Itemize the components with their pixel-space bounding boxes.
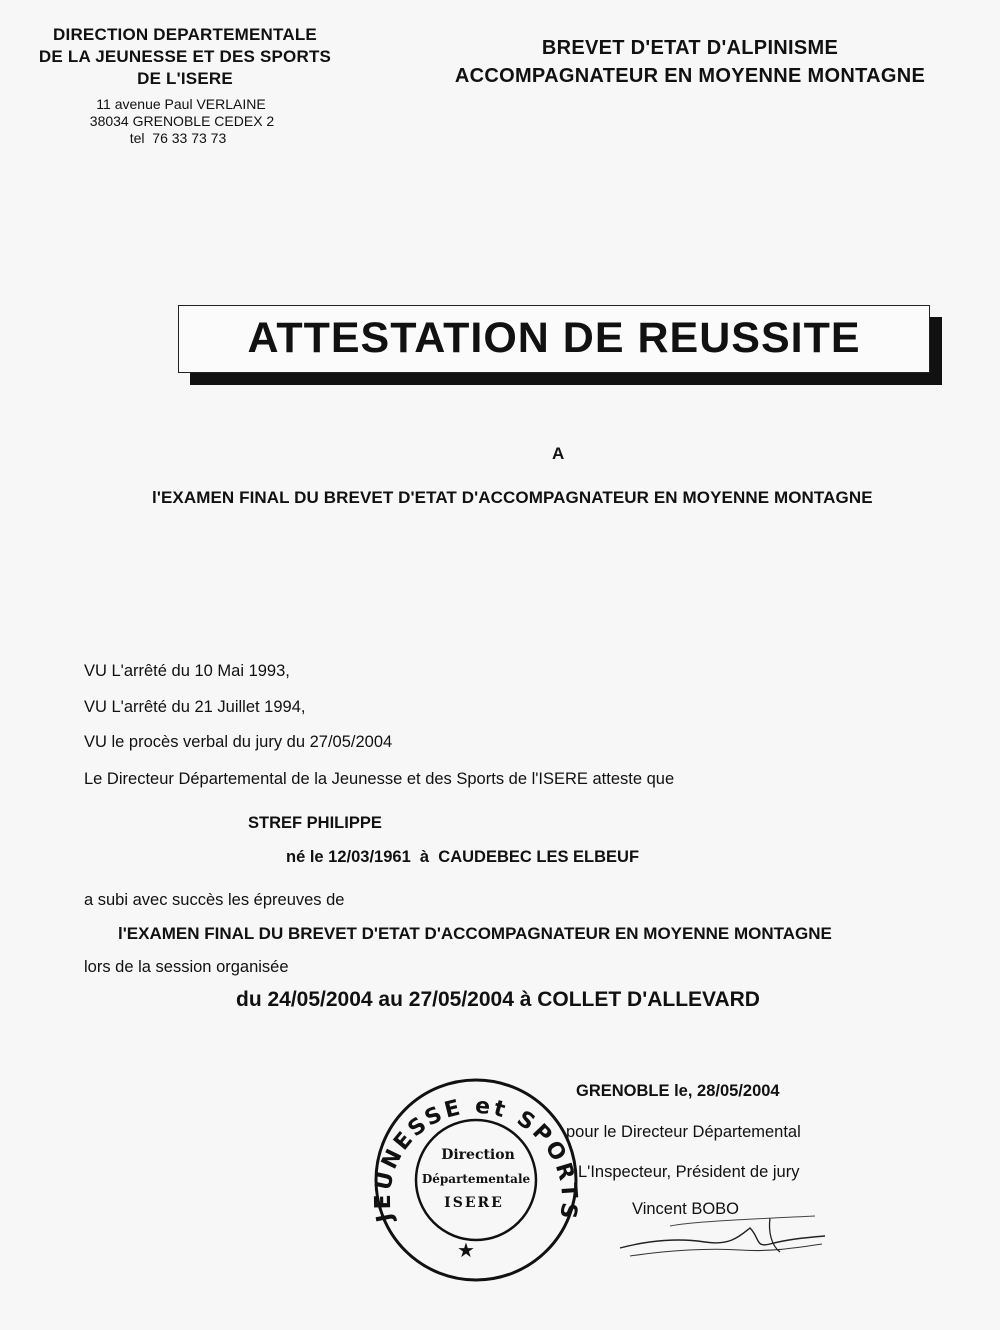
handwritten-signature [610,1208,840,1268]
vu-line-1: VU L'arrêté du 10 Mai 1993, [84,662,290,680]
official-stamp [370,1075,582,1285]
exam-repeat: l'EXAMEN FINAL DU BREVET D'ETAT D'ACCOMPAGNATEUR EN MOYENNE MONTAGNE [118,924,832,943]
issuer-phone: tel 76 33 73 73 [129,130,227,146]
stamp-inner-line-3: ISERE [444,1195,504,1211]
title-box [178,305,930,373]
place-date: GRENOBLE le, 28/05/2004 [576,1082,780,1100]
candidate-name: STREF PHILIPPE [248,814,382,832]
certificate-line-2: ACCOMPAGNATEUR EN MOYENNE MONTAGNE [454,65,926,87]
stamp-outer-text: JEUNESSE et SPORTS [370,1093,582,1224]
issuer-address-city: 38034 GRENOBLE CEDEX 2 [89,113,275,129]
for-director: pour le Directeur Départemental [566,1123,801,1141]
issuer-line-2: DE LA JEUNESSE ET DES SPORTS [38,47,332,66]
exam-heading: l'EXAMEN FINAL DU BREVET D'ETAT D'ACCOMPAGNATEUR EN MOYENNE MONTAGNE [152,488,873,507]
vu-line-2: VU L'arrêté du 21 Juillet 1994, [84,698,306,716]
director-attests: Le Directeur Départemental de la Jeunesse et des Sports de l'ISERE atteste que [84,770,675,788]
signature-scribble [610,1208,840,1268]
stamp-star-icon: ★ [457,1238,475,1262]
session-text: lors de la session organisée [84,958,289,976]
stamp-inner-line-2: Départementale [421,1172,531,1186]
passed-text: a subi avec succès les épreuves de [84,891,345,909]
a-label: A [552,444,565,463]
issuer-address-street: 11 avenue Paul VERLAINE [96,96,266,112]
stamp-graphic [370,1075,582,1285]
birth-line: né le 12/03/1961 à CAUDEBEC LES ELBEUF [286,848,640,866]
certificate-block [410,34,970,90]
stamp-inner-line-1: Direction [441,1147,515,1163]
signer-name: Vincent BOBO [632,1200,740,1218]
vu-line-3: VU le procès verbal du jury du 27/05/2004 [84,733,393,751]
issuer-line-1: DIRECTION DEPARTEMENTALE [53,25,317,44]
issuer-block [20,24,350,147]
issuer-line-3: DE L'ISERE [137,69,233,88]
document-title: ATTESTATION DE REUSSITE [247,314,861,362]
session-dates: du 24/05/2004 au 27/05/2004 à COLLET D'ALLEVARD [236,988,760,1011]
certificate-line-1: BREVET D'ETAT D'ALPINISME [541,37,839,59]
signer-role: L'Inspecteur, Président de jury [578,1163,800,1181]
